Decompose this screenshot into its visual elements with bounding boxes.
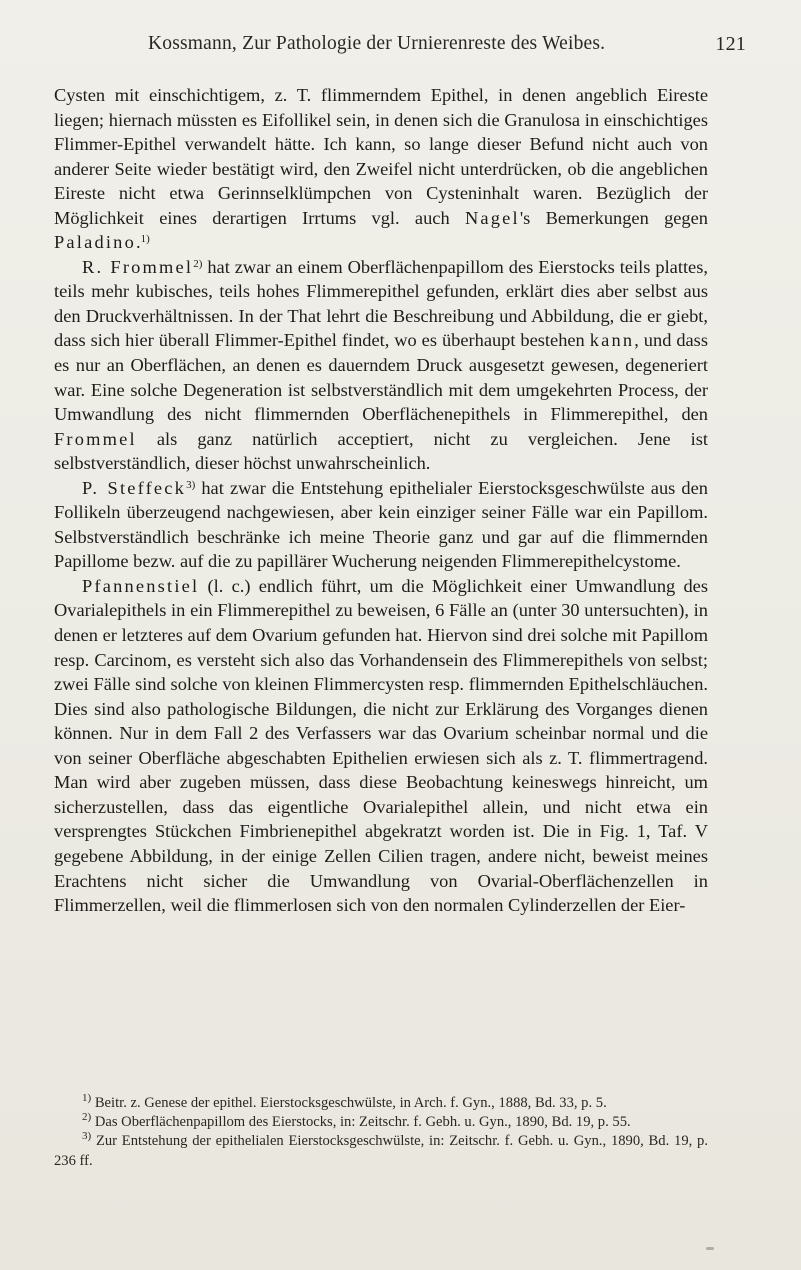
text-run: 's Bemerkungen gegen	[519, 207, 708, 228]
footnote-text: Das Oberflächenpapillom des Eierstocks, in: Zeitschr. f. Gebh. u. Gyn., 1890, Bd. 19, p. 55.	[91, 1114, 631, 1131]
paragraph	[54, 255, 708, 476]
footnote	[54, 1132, 708, 1170]
footnote-mark: 2)	[82, 1111, 92, 1124]
main-text	[54, 83, 708, 918]
author-name: Frommel	[54, 428, 137, 449]
text-run: .	[135, 232, 141, 253]
running-title: Kossmann, Zur Pathologie der Urnierenreste des Weibes.	[148, 33, 606, 54]
emphasis: kann	[589, 330, 635, 351]
footnote-text: Beitr. z. Genese der epithel. Eierstocksgeschwülste, in Arch. f. Gyn., 1888, Bd. 33, p. 5.	[91, 1095, 607, 1111]
text-run: als ganz natürlich acceptiert, nicht zu vergleichen. Jene ist selbstverständlich, dieser höchst unwahrscheinlich.	[54, 428, 708, 474]
text-run: , und dass es nur an Oberflächen, an denen es dauerndem Druck ausgesetzt gewesen, degeneriert war. Eine solche Degeneration ist selbstverständlich mit dem umgekehrten Process, der Umwandlung des nicht flimmernden Oberflächenepithels in Flimmerepithel, den	[54, 330, 708, 425]
author-name: P. Steffeck	[82, 477, 187, 498]
text-run: (l. c.) endlich führt, um die Möglichkeit einer Umwandlung des Ovarialepithels in ein Flimmerepithel zu beweisen, 6 Fälle an (unter 30 untersuchten), in denen er letzteres auf dem Ovarium gefunden hat. Hiervon sind drei solche mit Papillom resp. Carcinom, es versteht sich also das Vorhandensein des Flimmerepithels von selbst; zwei Fälle sind solche von kleinen Flimmercysten resp. flimmernden Epithelschläuchen. Dies sind also pathologische Bildungen, die nicht zur Erklärung des Vorganges dienen können. Nur in dem Fall 2 des Verfassers war das Ovarium scheinbar normal und die von seiner Oberfläche abgeschabten Epithelien erwiesen sich als z. T. flimmertragend. Man wird aber zugeben müssen, dass diese Beobachtung keineswegs hinreicht, um sicherzustellen, dass das eigentliche Ovarialepithel allein, und nicht etwa ein versprengtes Stückchen Fimbrienepithel abgekratzt worden ist. Die in Fig. 1, Taf. V gegebene Abbildung, in der einige Zellen Cilien tragen, andere nicht, beweist meines Erachtens nicht sicher die Umwandlung von Ovarial-Oberflächenzellen in Flimmerzellen, weil die flimmerlosen sich von den normalen Cylinderzellen der Eier-	[54, 575, 708, 916]
paragraph	[54, 83, 708, 255]
text-run: hat zwar an einem Oberflächenpapillom des Eierstocks teils plattes, teils mehr kubisches, teils hohes Flimmerepithel gefunden, erklärt dies aber selbst aus den Druckverhältnissen. In der That lehrt die Beschreibung und Abbildung, die er giebt, dass sich hier überall Flimmer-Epithel findet, wo es überhaupt bestehen	[54, 256, 708, 351]
text-run: Cysten mit einschichtigem, z. T. flimmerndem Epithel, in denen angeblich Eireste liegen; hiernach müssten es Eifollikel sein, in denen sich die Granulosa in einschichtiges Flimmer-Epithel verwandelt hätte. Ich kann, so lange dieser Befund nicht auch von anderer Seite wieder bestätigt wird, den Zweifel nicht unterdrücken, ob die angeblichen Eireste nicht etwa Gerinnselklümpchen von Cysteninhalt waren. Bezüglich der Möglichkeit eines derartigen Irrtums vgl. auch	[54, 85, 708, 228]
author-name: Pfannenstiel	[82, 575, 200, 596]
text-run: hat zwar die Entstehung epithelialer Eierstocksgeschwülste aus den Follikeln überzeugend nachgewiesen, aber kein einziger seiner Fälle war ein Papillom. Selbstverständlich beschränke ich meine Theorie ganz und gar auf die flimmernden Papillome bezw. auf die zu papillärer Wucherung neigenden Flimmerepithelcystome.	[54, 477, 708, 572]
paragraph	[54, 574, 708, 918]
author-name: Paladino	[54, 232, 136, 253]
paragraph	[54, 476, 708, 574]
footnote	[54, 1094, 708, 1113]
page-number: 121	[715, 33, 746, 55]
footnote-text: Zur Entstehung der epithelialen Eierstocksgeschwülste, in: Zeitschr. f. Gebh. u. Gyn., 1890, Bd. 19, p. 236 ff.	[54, 1133, 708, 1169]
footnote	[54, 1113, 708, 1132]
footnote-mark: 3)	[82, 1130, 92, 1143]
footnote-ref: 1)	[140, 233, 150, 246]
ink-smudge	[706, 1247, 714, 1250]
author-name: Nagel	[464, 207, 520, 228]
footnotes	[54, 1094, 708, 1171]
footnote-ref: 2)	[193, 257, 203, 270]
footnote-ref: 3)	[186, 478, 196, 491]
footnote-mark: 1)	[82, 1092, 92, 1104]
author-name: R. Frommel	[82, 256, 194, 277]
